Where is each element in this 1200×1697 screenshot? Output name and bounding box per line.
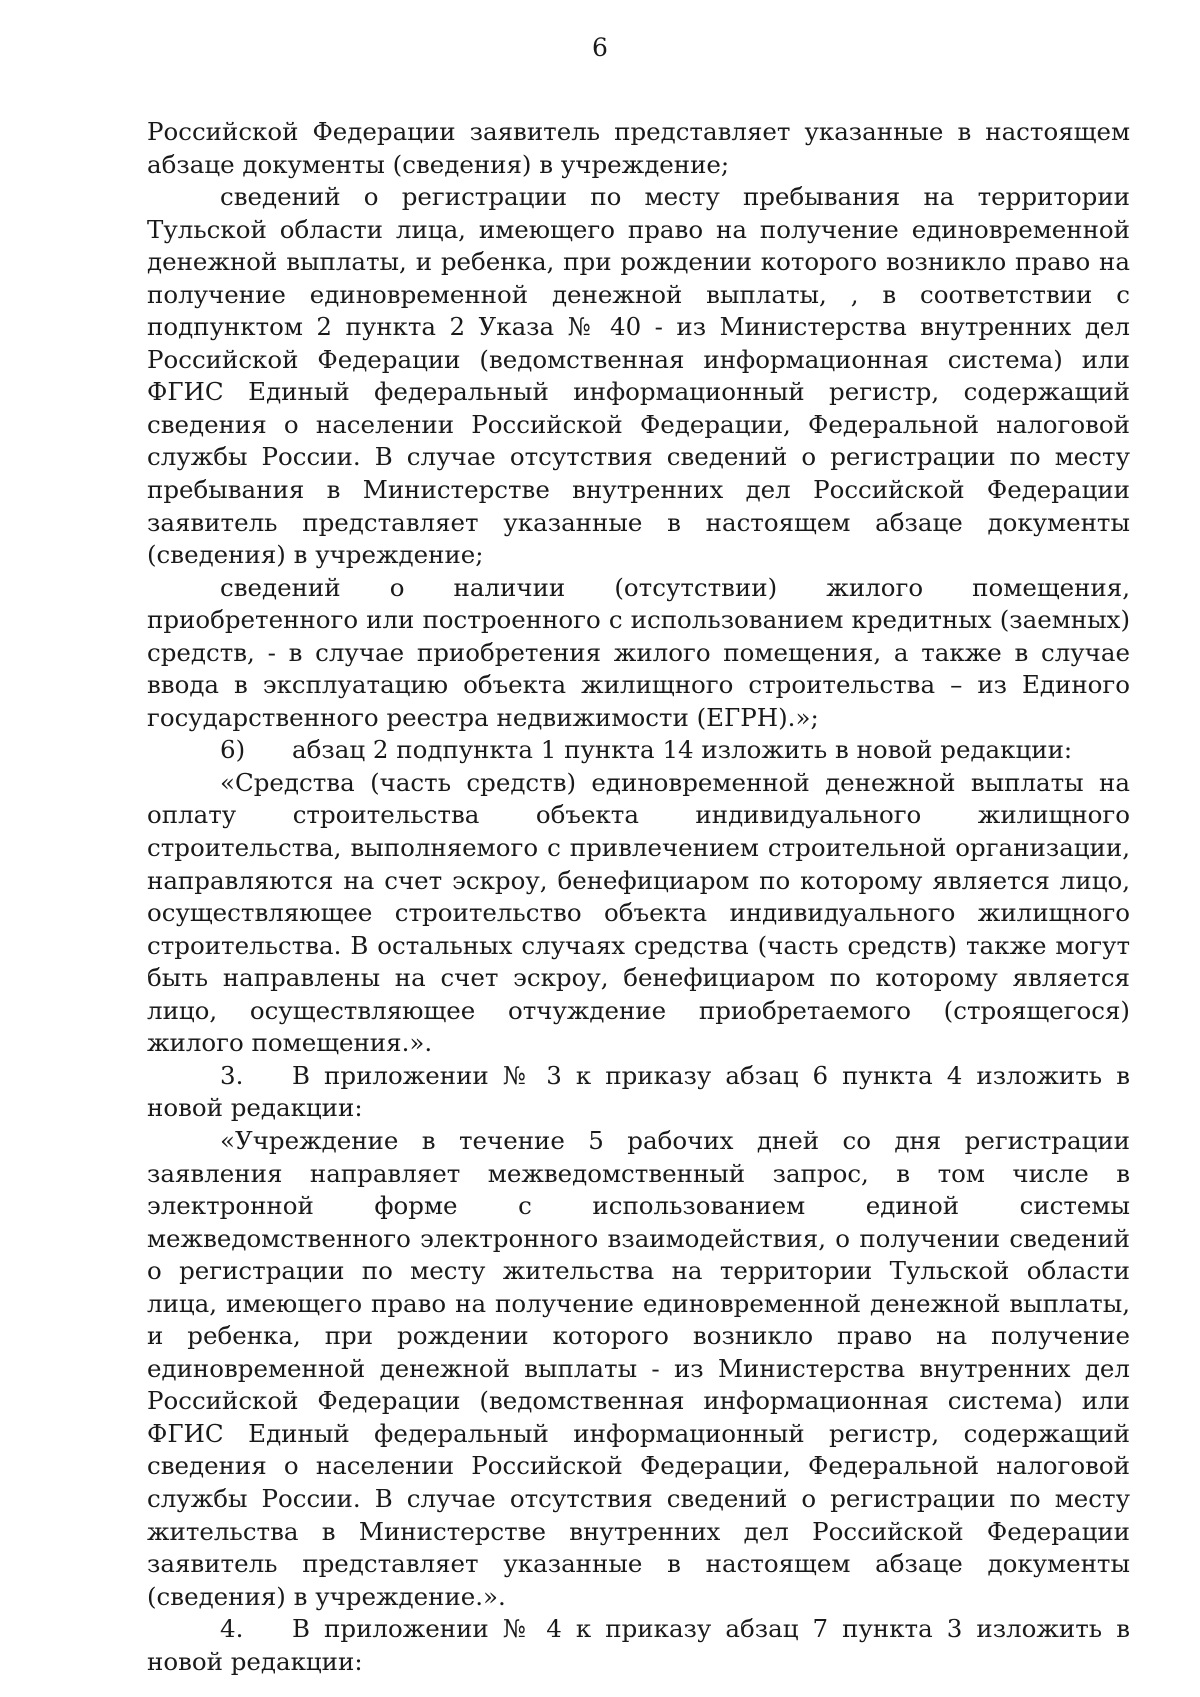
paragraph-text: абзац 2 подпункта 1 пункта 14 изложить в новой редакции: xyxy=(292,735,1073,765)
paragraph: сведений о регистрации по месту пребывания на территории Тульской области лица, имеющего право на получение единовременной денежной выплаты, и ребенка, при рождении которого возникло право на получение единовременной денежной выплаты, , в соответствии с подпунктом 2 пункта 2 Указа № 40 - из Министерства внутренних дел Российской Федерации (ведомственная информационная система) или ФГИС Единый федеральный информационный регистр, содержащий сведения о населении Российской Федерации, Федеральной налоговой службы России. В случае отсутствия сведений о регистрации по месту пребывания в Министерстве внутренних дел Российской Федерации заявитель представляет указанные в настоящем абзаце документы (сведения) в учреждение; xyxy=(147,182,1130,570)
item-number: 4. xyxy=(220,1614,244,1644)
paragraph: Российской Федерации заявитель представляет указанные в настоящем абзаце документы (сведения) в учреждение; xyxy=(147,117,1130,179)
paragraph: сведений о наличии (отсутствии) жилого помещения, приобретенного или построенного с использованием кредитных (заемных) средств, - в случае приобретения жилого помещения, а также в случае ввода в эксплуатацию объекта жилищного строительства – из Единого государственного реестра недвижимости (ЕГРН).»; xyxy=(147,572,1130,732)
item-number: 6) xyxy=(220,735,246,765)
numbered-paragraph xyxy=(147,734,1130,767)
numbered-paragraph xyxy=(147,1613,1130,1678)
document-body xyxy=(147,116,1130,1678)
paragraph: «Учреждение в течение 5 рабочих дней со дня регистрации заявления направляет межведомственный запрос, в том числе в электронной форме с использованием единой системы межведомственного электронного взаимодействия, о получении сведений о регистрации по месту жительства на территории Тульской области лица, имеющего право на получение единовременной денежной выплаты, и ребенка, при рождении которого возникло право на получение единовременной денежной выплаты - из Министерства внутренних дел Российской Федерации (ведомственная информационная система) или ФГИС Единый федеральный информационный регистр, содержащий сведения о населении Российской Федерации, Федеральной налоговой службы России. В случае отсутствия сведений о регистрации по месту жительства в Министерстве внутренних дел Российской Федерации заявитель представляет указанные в настоящем абзаце документы (сведения) в учреждение.». xyxy=(147,1125,1130,1611)
item-number: 3. xyxy=(220,1060,244,1090)
paragraph-text: В приложении № 4 к приказу абзац 7 пункта 3 изложить в новой редакции: xyxy=(147,1614,1130,1676)
paragraph-text: В приложении № 3 к приказу абзац 6 пункта 4 изложить в новой редакции: xyxy=(147,1060,1130,1123)
numbered-paragraph xyxy=(147,1060,1130,1125)
paragraph: «Средства (часть средств) единовременной денежной выплаты на оплату строительства объекта индивидуального жилищного строительства, выполняемого с привлечением строительной организации, направляются на счет эскроу, бенефициаром по которому является лицо, осуществляющее строительство объекта индивидуального жилищного строительства. В остальных случаях средства (часть средств) также могут быть направлены на счет эскроу, бенефициаром по которому является лицо, осуществляющее отчуждение приобретаемого (строящегося) жилого помещения.». xyxy=(147,767,1130,1058)
page-number: 6 xyxy=(592,33,608,62)
